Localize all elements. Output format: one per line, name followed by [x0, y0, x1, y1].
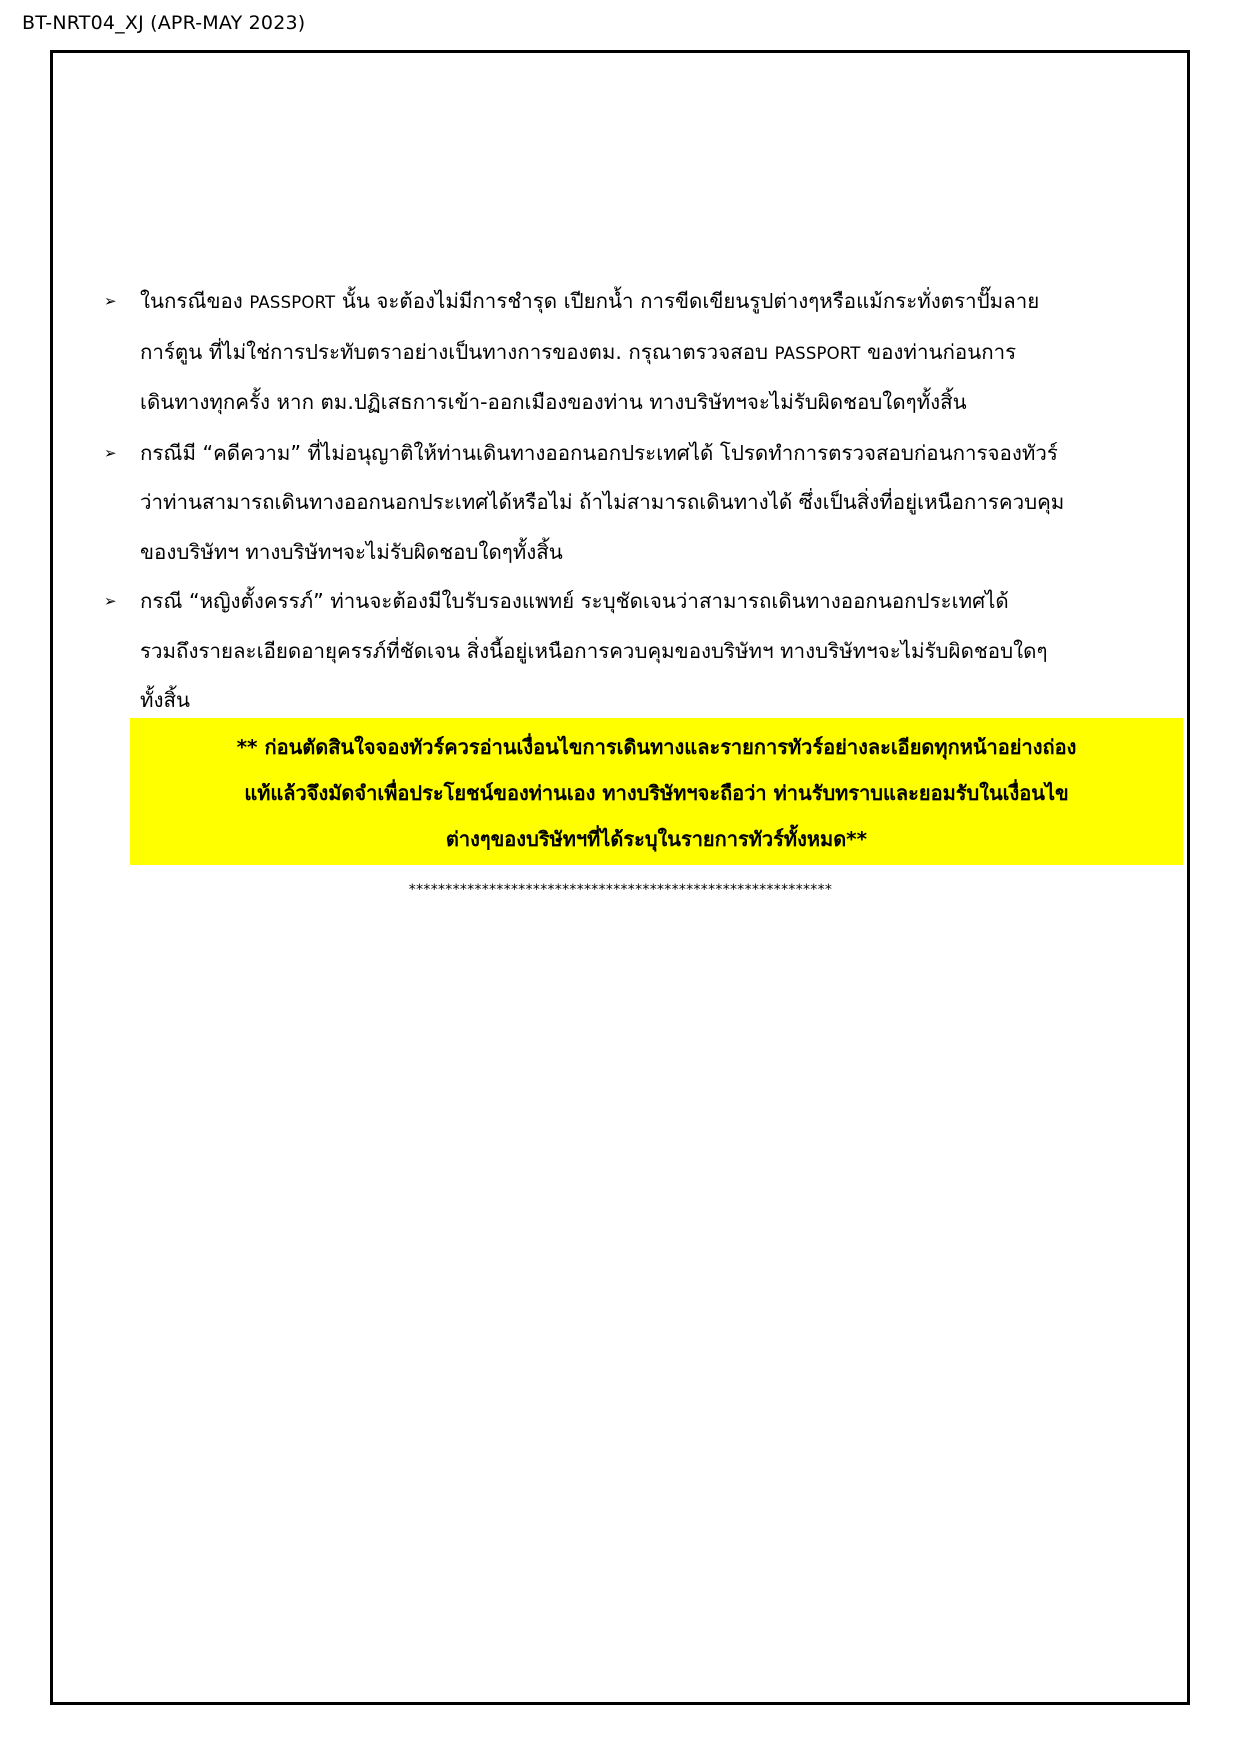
notice-line: แท้แล้วจึงมัดจำเพื่อประโยชน์ของท่านเอง ทางบริษัทฯจะถือว่า ท่านรับทราบและยอมรับในเงื่อนไข: [244, 781, 1069, 805]
highlight-notice: [130, 718, 1183, 865]
notice-line: ต่างๆของบริษัทฯที่ได้ระบุในรายการทัวร์ทั้งหมด**: [445, 827, 868, 851]
text-line: กรณีมี “คดีความ” ที่ไม่อนุญาติให้ท่านเดินทางออกนอกประเทศได้ โปรดทำการตรวจสอบก่อนการจองทัวร์: [140, 440, 1058, 465]
list-item-legal-case: [104, 429, 1194, 578]
list-item-passport: [104, 277, 1194, 429]
text-line: การ์ตูน ที่ไม่ใช่การประทับตราอย่างเป็นทางการของตม. กรุณาตรวจสอบ PASSPORT ของท่านก่อนการ: [140, 339, 1017, 364]
text-line: ว่าท่านสามารถเดินทางออกนอกประเทศได้หรือไม่ ถ้าไม่สามารถเดินทางได้ ซึ่งเป็นสิ่งที่อยู่เหนือการควบคุม: [140, 490, 1065, 514]
document-code: BT-NRT04_XJ (APR-MAY 2023): [22, 12, 306, 34]
text-line: ในกรณีของ PASSPORT นั้น จะต้องไม่มีการชำรุด เปียกน้ำ การขีดเขียนรูปต่างๆหรือแม้กระทั่งตราปั๊มลาย: [140, 289, 1040, 313]
notice-line: ** ก่อนตัดสินใจจองทัวร์ควรอ่านเงื่อนไขการเดินทางและรายการทัวร์อย่างละเอียดทุกหน้าอย่างถ่อง: [236, 735, 1077, 759]
text-line: ทั้งสิ้น: [140, 688, 191, 712]
arrow-bullet-icon: ➢: [104, 443, 117, 462]
conditions-list: [104, 277, 1194, 726]
text-line: กรณี “หญิงตั้งครรภ์” ท่านจะต้องมีใบรับรองแพทย์ ระบุชัดเจนว่าสามารถเดินทางออกนอกประเทศได้: [140, 589, 1009, 613]
list-item-pregnancy: [104, 577, 1194, 726]
arrow-bullet-icon: ➢: [104, 292, 117, 310]
text-line: รวมถึงรายละเอียดอายุครรภ์ที่ชัดเจน สิ่งนี้อยู่เหนือการควบคุมของบริษัทฯ ทางบริษัทฯจะไม่รับผิดชอบใดๆ: [140, 638, 1048, 663]
arrow-bullet-icon: ➢: [104, 592, 117, 610]
separator-line: **********************************************************: [408, 882, 833, 898]
text-line: ของบริษัทฯ ทางบริษัทฯจะไม่รับผิดชอบใดๆทั้งสิ้น: [140, 539, 563, 564]
text-line: เดินทางทุกครั้ง หาก ตม.ปฏิเสธการเข้า-ออกเมืองของท่าน ทางบริษัทฯจะไม่รับผิดชอบใดๆทั้งสิ้น: [140, 390, 967, 414]
